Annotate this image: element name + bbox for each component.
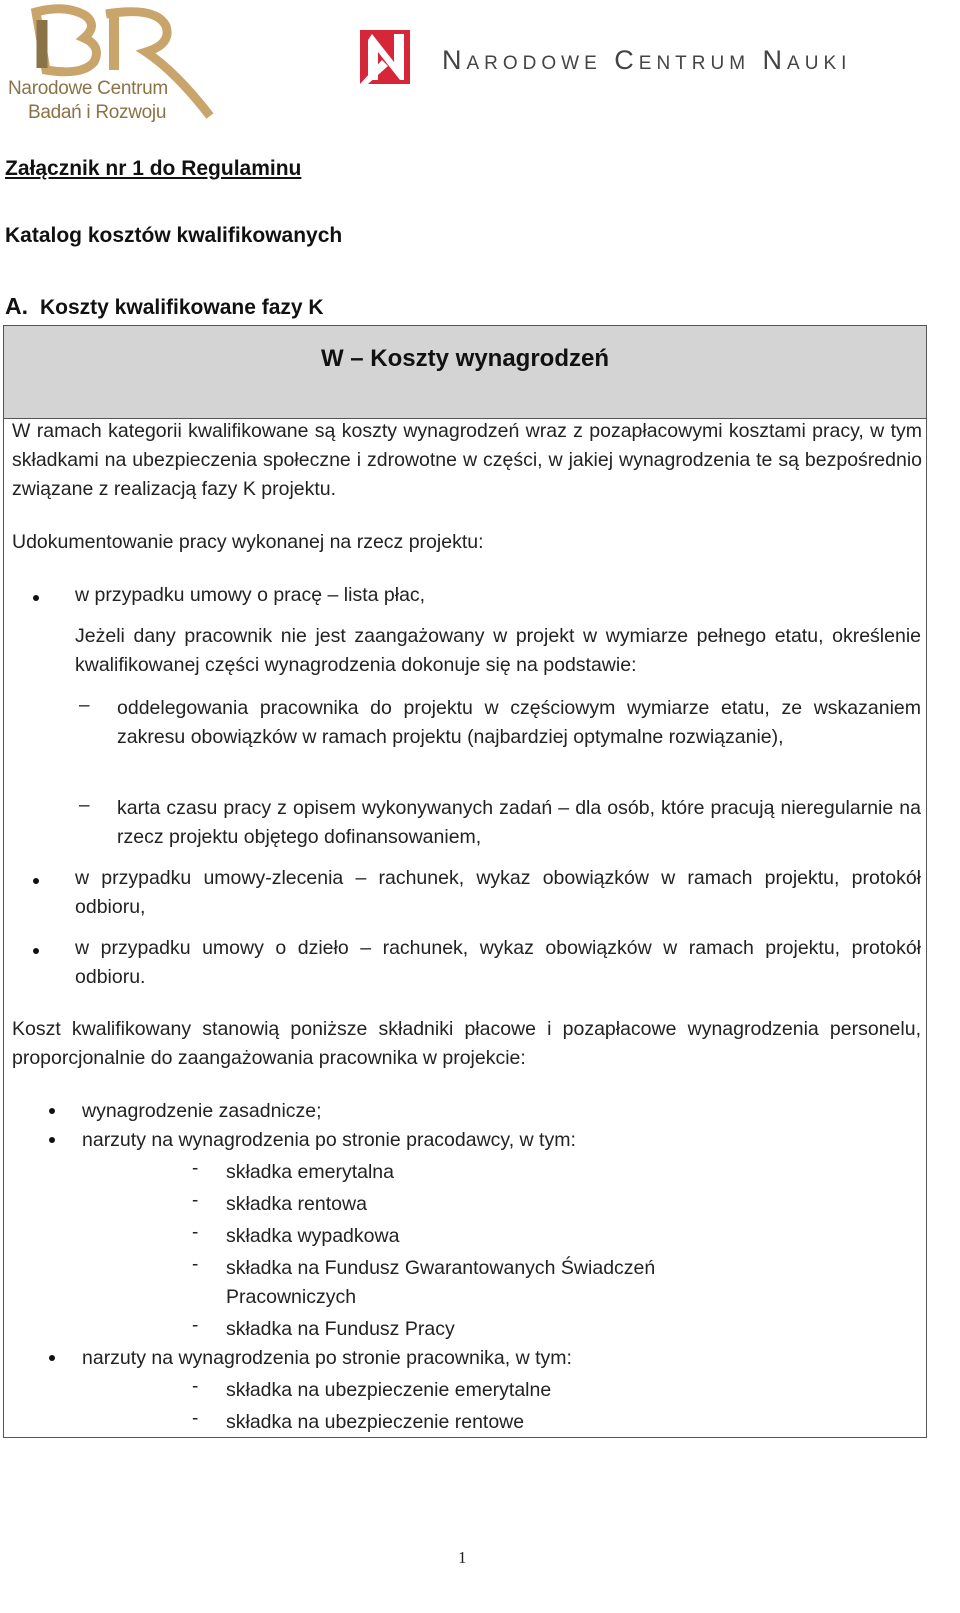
employer-item: składka wypadkowa [226,1225,400,1247]
employer-item: składka emerytalna [226,1161,394,1183]
cost-item-employee-charges: narzuty na wynagrodzenia po stronie pracownika, w tym: [82,1347,572,1369]
employee-item: składka na ubezpieczenie rentowe [226,1411,525,1433]
section-title: Koszty kwalifikowane fazy K [40,296,324,319]
ncbr-logo-line1: Narodowe Centrum [8,78,168,99]
dash-icon: - [192,1190,199,1211]
cost-item-employer-charges: narzuty na wynagrodzenia po stronie pracodawcy, w tym: [82,1129,576,1151]
bullet-icon [33,878,39,884]
bullet-icon [49,1355,55,1361]
doc-subitem-secondment: oddelegowania pracownika do projektu w częściowym wymiarze etatu, ze wskazaniem zakresu obowiązków w ramach projektu (najbardziej optymalne rozwiązanie), [117,697,921,748]
dash-icon: - [192,1222,199,1243]
ncn-logo [360,28,960,88]
dash-icon: - [192,1254,199,1275]
dash-icon: - [192,1315,199,1336]
bullet-icon [33,595,39,601]
box-header [4,326,926,419]
employee-item: składka na ubezpieczenie emerytalne [226,1379,552,1401]
doc-subitem-timesheet: karta czasu pracy z opisem wykonywanych zadań – dla osób, które pracują nieregularnie na rzecz projektu objętego dofinansowaniem, [117,797,921,848]
intro-paragraph: W ramach kategorii kwalifikowane są koszty wynagrodzeń wraz z pozapłacowymi kosztami pracy, w tym składkami na ubezpieczenia społeczne i zdrowotne w części, w jakiej wynagrodzenia te są bezpośrednio związane z realizacją fazy K projektu. [12,420,922,500]
doc-item-employment: w przypadku umowy o pracę – lista płac, [75,584,426,606]
cost-item-base-salary: wynagrodzenie zasadnicze; [82,1100,322,1122]
dash-icon: – [79,795,90,816]
dash-icon: – [79,695,90,716]
doc-item-contract-work: w przypadku umowy o dzieło – rachunek, wykaz obowiązków w ramach projektu, protokół odbioru. [75,937,921,988]
page-number: 1 [458,1548,467,1567]
bullet-icon [49,1137,55,1143]
dash-icon: - [192,1408,199,1429]
employer-item: składka na Fundusz Gwarantowanych Świadczeń Pracowniczych [226,1257,656,1308]
doc-item-mandate: w przypadku umowy-zlecenia – rachunek, wykaz obowiązków w ramach projektu, protokół odbioru, [75,867,921,918]
box-title: W – Koszty wynagrodzeń [320,345,610,372]
documentation-heading: Udokumentowanie pracy wykonanej na rzecz projektu: [12,531,484,553]
ncn-logo-name: Narodowe Centrum Nauki [442,45,852,75]
dash-icon: - [192,1158,199,1179]
doc-item-employment-note: Jeżeli dany pracownik nie jest zaangażowany w projekt w wymiarze pełnego etatu, określenie kwalifikowanej części wynagrodzenia dokonuje się na podstawie: [75,625,921,676]
dash-icon: - [192,1376,199,1397]
section-heading [5,293,324,320]
catalog-title: Katalog kosztów kwalifikowanych [5,224,343,247]
cost-category-box [3,325,927,1438]
bullet-icon [49,1108,55,1114]
section-letter: A. [5,293,28,319]
bullet-icon [33,948,39,954]
ncbr-logo [6,2,216,124]
ncn-mark-icon [360,30,410,84]
employer-item: składka rentowa [226,1193,367,1215]
ncbr-logo-line2: Badań i Rozwoju [28,102,167,123]
annex-title: Załącznik nr 1 do Regulaminu [5,157,302,180]
employer-item: składka na Fundusz Pracy [226,1318,455,1340]
cost-intro-paragraph: Koszt kwalifikowany stanowią poniższe składniki płacowe i pozapłacowe wynagrodzenia personelu, proporcjonalnie do zaangażowania pracownika w projekcie: [12,1018,921,1069]
